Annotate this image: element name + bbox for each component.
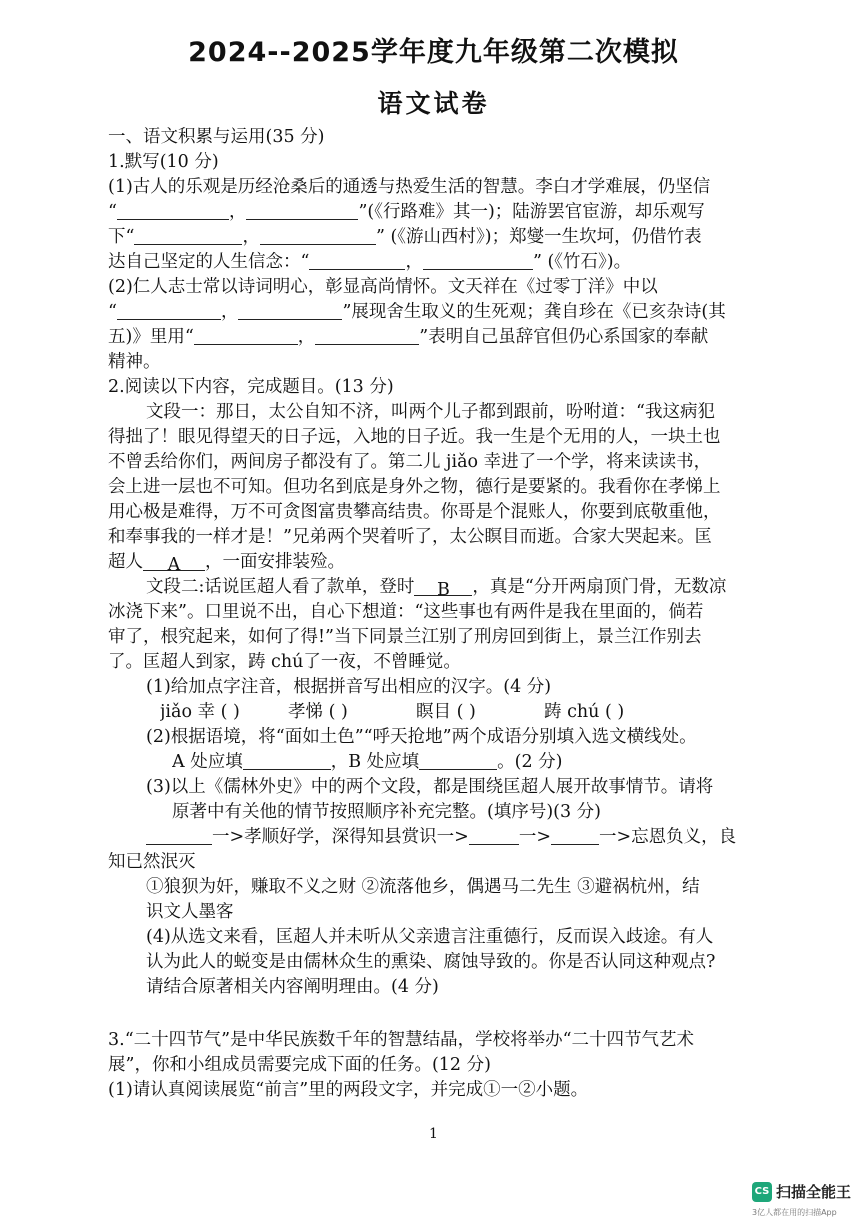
q1-p1-line4: 达自己坚定的人生信念：“ ， ” (《竹石》)。 [108, 247, 768, 277]
passage-line: 会上进一层也不可知。但功名到底是身外之物，德行是要紧的。我看你在孝悌上 [108, 477, 721, 497]
plot-options-end: 识文人墨客 [146, 902, 234, 922]
sub-question-4-line3: 请结合原著相关内容阐明理由。(4 分) [146, 977, 439, 997]
passage-line: 了。匡超人到家，踌 chú了一夜，不曾睡觉。 [108, 652, 461, 672]
page-number: 1 [429, 1126, 438, 1142]
sub-question-3-line2: 原著中有关他的情节按照顺序补充完整。(填序号)(3 分) [172, 802, 602, 822]
answer-blank[interactable] [117, 299, 221, 320]
question-3-line1: 3.“二十四节气”是中华民族数千年的智慧结晶，学校将举办“二十四节气艺术 [108, 1030, 695, 1050]
question-1-heading: 1.默写(10 分) [108, 152, 219, 172]
answer-blank[interactable] [238, 299, 342, 320]
blank-a[interactable]: A [143, 550, 205, 571]
sub-question-4-line2: 认为此人的蜕变是由儒林众生的熏染、腐蚀导致的。你是否认同这种观点? [146, 952, 716, 972]
q1-p1-line3: 下“ ， ” (《游山西村》)；郑燮一生坎坷，仍借竹表 [108, 222, 768, 252]
q1-p1-line1: (1)古人的乐观是历经沧桑后的通透与热爱生活的智慧。李白才学难展，仍坚信 [108, 177, 711, 197]
q1-p2-line3: 五)》里用“ ， ”表明自己虽辞官但仍心系国家的奉献 [108, 322, 768, 352]
q1-p2-line2: “ ， ”展现舍生取义的生死观；龚自珍在《已亥杂诗(其 [108, 297, 768, 327]
exam-subtitle: 语文试卷 [377, 89, 490, 118]
answer-blank[interactable] [315, 324, 419, 345]
q1-p2-line4: 精神。 [108, 352, 161, 372]
pinyin-items: jiǎo 幸 ( ) 孝悌 ( ) 瞑目 ( ) 踌 chú ( ) [160, 702, 625, 722]
answer-blank[interactable] [469, 824, 519, 845]
answer-blank[interactable] [134, 224, 242, 245]
sub-question-4: (4)从选文来看，匡超人并未听从父亲遗言注重德行，反而误入歧途。有人 [146, 927, 714, 947]
camscanner-logo-icon: CS [752, 1182, 772, 1202]
plot-options: ①狼狈为奸，赚取不义之财 ②流落他乡，偶遇马二先生 ③避祸杭州，结 [146, 877, 700, 897]
answer-blank[interactable] [419, 749, 497, 770]
passage-line: 用心极是难得，万不可贪图富贵攀高结贵。你哥是个混账人，你要到底敬重他， [108, 502, 721, 522]
passage-line: 文段一：那日，太公自知不济，叫两个儿子都到跟前，吩咐道：“我这病犯 [146, 402, 715, 422]
answer-blank[interactable] [117, 199, 229, 220]
answer-blank[interactable] [246, 199, 358, 220]
q1-p2-line1: (2)仁人志士常以诗词明心，彰显高尚情怀。文天祥在《过零丁洋》中以 [108, 277, 658, 297]
answer-blank[interactable] [551, 824, 599, 845]
q1-p1-line2: “ ， ”(《行路难》其一)；陆游罢官宦游，却乐观写 [108, 197, 768, 227]
scanner-watermark [752, 1180, 862, 1224]
sub-question-2: (2)根据语境，将“面如土色”“呼天抢地”两个成语分别填入选文横线处。 [146, 727, 697, 747]
sub-question-2-blanks: A 处应填 ，B 处应填 。(2 分) [172, 747, 832, 777]
passage-line: 得拙了！眼见得望天的日子远，入地的日子近。我一生是个无用的人，一块土也 [108, 427, 721, 447]
plot-order-line: 一>孝顺好学，深得知县赏识一> 一> 一>忘恩负义，良 [146, 822, 806, 852]
passage-line: 文段二:话说匡超人看了款单，登时 B ，真是“分开两扇顶门骨，无数凉 [146, 577, 727, 600]
question-3-line2: 展”，你和小组成员需要完成下面的任务。(12 分) [108, 1055, 491, 1075]
watermark-tagline: 3亿人都在用的扫描App [752, 1208, 837, 1217]
answer-blank[interactable] [309, 249, 405, 270]
passage-line: 审了，根究起来，如何了得!”当下同景兰江别了刑房回到街上，景兰江作别去 [108, 627, 702, 647]
blank-b[interactable]: B [414, 575, 472, 596]
question-3-line3: (1)请认真阅读展览“前言”里的两段文字，并完成①一②小题。 [108, 1080, 589, 1100]
passage-line: 超人 A ，一面安排装殓。 [108, 552, 345, 575]
answer-blank[interactable] [260, 224, 376, 245]
question-2-heading: 2.阅读以下内容，完成题目。(13 分) [108, 377, 394, 397]
answer-blank[interactable] [423, 249, 533, 270]
sub-question-3: (3)以上《儒林外史》中的两个文段，都是围绕匡超人展开故事情节。请将 [146, 777, 714, 797]
answer-blank[interactable] [194, 324, 298, 345]
answer-blank[interactable] [243, 749, 331, 770]
passage-line: 冰浇下来”。口里说不出，自心下想道：“这些事也有两件是我在里面的，倘若 [108, 602, 704, 622]
answer-blank[interactable] [146, 824, 212, 845]
passage-line: 和奉事我的一样才是！”兄弟两个哭着听了，太公瞑目而逝。合家大哭起来。匡 [108, 527, 712, 547]
exam-title: 2024--2025学年度九年级第二次模拟 [188, 37, 679, 68]
passage-line: 不曾丢给你们，两间房子都没有了。第二儿 jiǎo 幸进了一个学，将来读读书， [108, 452, 712, 472]
sub-question-1: (1)给加点字注音，根据拼音写出相应的汉字。(4 分) [146, 677, 552, 697]
plot-order-line-end: 知已然泯灭 [108, 852, 196, 872]
watermark-name: 扫描全能王 [776, 1183, 852, 1201]
section-heading: 一、语文积累与运用(35 分) [108, 127, 325, 147]
